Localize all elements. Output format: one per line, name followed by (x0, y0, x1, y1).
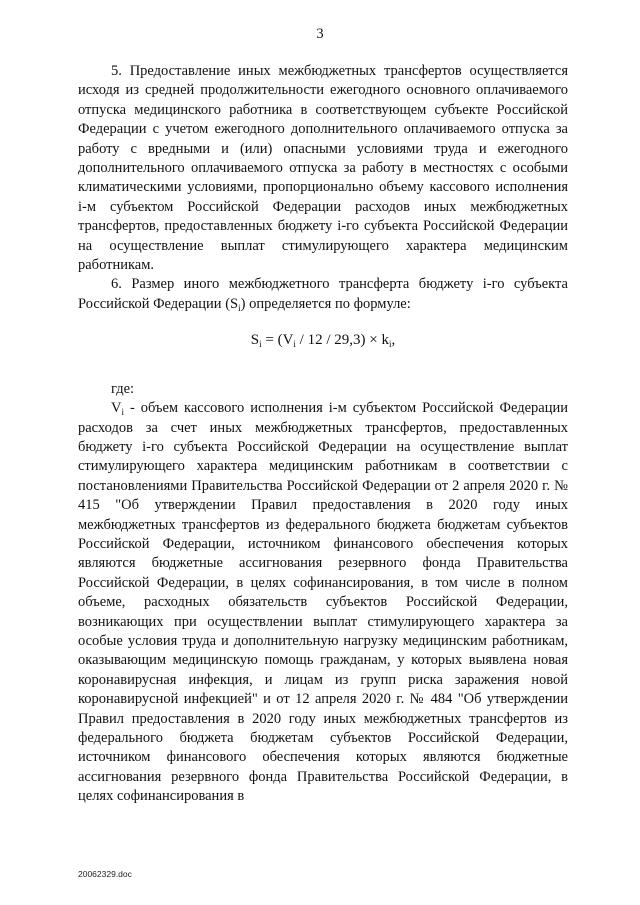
formula-k-subscript: i (388, 339, 392, 350)
formula-eq: = (V (261, 332, 294, 349)
where-label: где: (111, 380, 135, 397)
paragraph-6-text: 6. Размер иного межбюджетного трансферта бюджету i-го субъекта Российской Федерации (S (78, 276, 568, 312)
formula (78, 331, 568, 350)
paragraph-6 (78, 275, 568, 314)
formula-mid: / 12 / 29,3) × k (295, 332, 389, 349)
formula-lhs: S (250, 332, 260, 349)
definition-v-subscript: i (121, 407, 124, 418)
definition-v (78, 399, 568, 807)
document-body (78, 62, 568, 807)
formula-v-subscript: i (293, 339, 296, 350)
formula-lhs-subscript: i (259, 339, 262, 350)
page-number: 3 (316, 26, 324, 42)
definition-v-text: - объем кассового исполнения i-м субъектом Российской Федерации расходов за счет иных межбюджетных трансфертов, предоставленных бюджету i-го субъекта Российской Федерации на осуществление выплат стимулирующего характера медицинским работникам в соответствии с постановлениями Правительства Российской Федерации от 2 апреля 2020 г. № 415 "Об утверждении Правил предоставления в 2020 году иных межбюджетных трансфертов из федерального бюджета бюджетам субъектов Российской Федерации, источником финансового обеспечения которых являются бюджетные ассигнования резервного фонда Правительства Российской Федерации, в целях софинансирования, в том числе в полном объеме, расходных обязательств субъектов Российской Федерации, возникающих при осуществлении выплат стимулирующего характера за особые условия труда и дополнительную нагрузку медицинским работникам, оказывающим медицинскую помощь гражданам, у которых выявлена новая коронавирусная инфекция, и лицам из групп риска заражения новой коронавирусной инфекцией" и от 12 апреля 2020 г. № 484 "Об утверждении Правил предоставления в 2020 году иных межбюджетных трансфертов из федерального бюджета бюджетам субъектов Российской Федерации, источником финансового обеспечения которых являются бюджетные ассигнования резервного фонда Правительства Российской Федерации, в целях софинансирования в (78, 400, 568, 805)
definition-v-symbol: V (111, 400, 122, 417)
formula-end: , (391, 332, 396, 349)
paragraph-6-text-end: ) определяется по формуле: (240, 295, 411, 312)
footer-filename: 20062329.doc (78, 869, 132, 879)
paragraph-5: 5. Предоставление иных межбюджетных трансфертов осуществляется исходя из средней продолжительности ежегодного основного оплачиваемого отпуска медицинского работника в соответствующем субъекте Российской Федерации с учетом ежегодного дополнительного оплачиваемого отпуска за работу с вредными и (или) опасными условиями труда и ежегодного дополнительного оплачиваемого отпуска за работу в местностях с особыми климатическими условиями, пропорционально объему кассового исполнения i-м субъектом Российской Федерации расходов иных межбюджетных трансфертов, предоставленных бюджету i-го субъекта Российской Федерации на осуществление выплат стимулирующего характера медицинским работникам. (78, 63, 568, 274)
paragraph-6-subscript: i (238, 302, 241, 313)
